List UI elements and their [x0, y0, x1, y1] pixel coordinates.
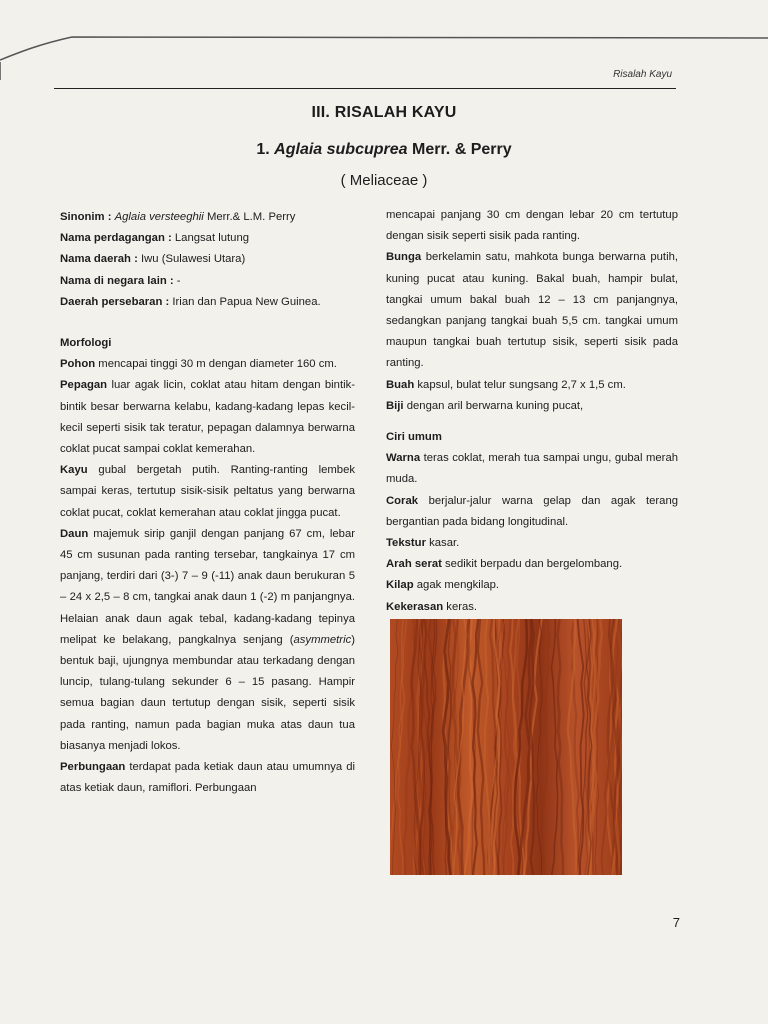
species-title [0, 141, 768, 159]
sinonim-line [60, 207, 355, 228]
species-number: 1. [256, 141, 270, 158]
daun-text-part1: majemuk sirip ganjil dengan panjang 67 cm, lebar 45 cm susunan pada ranting tersebar, tangkainya 17 cm panjang, terdiri dari (3-) 7 – 9 (-11) anak daun berukuran 5 – 24 x 2,5 – 8 cm, tangkai anak daun 1 (-2) m panjangnya. Helaian anak daun agak tebal, kadang-kadang tepinya melipat ke belakang, pangkalnya senjang ( [60, 527, 355, 646]
kayu-text: gubal bergetah putih. Ranting-ranting lembek sampai keras, tertutup sisik-sisik peltatus yang berwarna coklat pucat, coklat kemerahan atau coklat jingga pucat. [60, 464, 356, 519]
tekstur-label: Tekstur [386, 537, 426, 550]
bunga-paragraph [386, 247, 678, 374]
warna-text: teras coklat, merah tua sampai ungu, gubal merah muda. [386, 452, 679, 486]
ciri-umum-heading: Ciri umum [386, 431, 442, 444]
kilap-text: agak mengkilap. [416, 579, 500, 592]
kayu-label: Kayu [60, 464, 88, 477]
species-name: Aglaia subcuprea [274, 141, 408, 158]
pepagan-text: luar agak licin, coklat atau hitam dengan bintik-bintik besar berwarna kelabu, kadang-kadang lepas kecil-kecil seperti sisik tak teratur, pepagan dalamnya berwarna coklat pucat sampai coklat kemerahan. [60, 379, 356, 456]
bunga-label: Bunga [386, 251, 422, 264]
pepagan-label: Pepagan [60, 379, 108, 392]
warna-label: Warna [386, 452, 421, 465]
daerah-persebaran-value: Irian dan Papua New Guinea. [172, 295, 321, 308]
daun-italic-term: asymmetric [293, 633, 352, 646]
kekerasan-label: Kekerasan [386, 600, 444, 613]
kekerasan-paragraph [386, 597, 678, 618]
morfologi-heading: Morfologi [60, 337, 112, 350]
nama-lain-label: Nama di negara lain : [60, 274, 174, 287]
arah-serat-text: sedikit berpadu dan bergelombang. [445, 558, 623, 571]
kekerasan-text: keras. [446, 600, 478, 613]
nama-perdagangan-value: Langsat lutung [174, 232, 250, 245]
biji-text: dengan aril berwarna kuning pucat, [406, 399, 584, 412]
arah-serat-label: Arah serat [386, 558, 442, 571]
pohon-label: Pohon [60, 358, 96, 371]
daun-text-part2: ) bentuk baji, ujungnya membundar atau terkadang dengan luncip, tulang-tulang sekunder 6 – 15 pasang. Hampir semua bagian daun tertutup dengan sisik, seperti sisik pada ranting, namun pada bagian muka atas daun tua biasanya menjadi lokos. [60, 633, 355, 752]
wood-sample-image [390, 619, 622, 875]
species-family: ( Meliaceae ) [340, 172, 428, 189]
nama-daerah-value: Iwu (Sulawesi Utara) [141, 253, 246, 266]
right-column [386, 205, 678, 618]
daun-paragraph [60, 524, 355, 757]
perbungaan-continuation: mencapai panjang 30 cm dengan lebar 20 cm tertutup dengan sisik seperti sisik pada ranting. [386, 209, 678, 243]
species-author: Merr. & Perry [412, 141, 512, 158]
sinonim-label: Sinonim : [60, 211, 112, 223]
nama-perdagangan-label: Nama perdagangan : [60, 232, 172, 245]
kilap-paragraph [386, 575, 678, 596]
nama-lain-value: - [176, 274, 181, 287]
kilap-label: Kilap [386, 579, 414, 592]
daerah-persebaran-label: Daerah persebaran : [60, 295, 170, 308]
running-head: Risalah Kayu [613, 69, 672, 80]
bunga-text: berkelamin satu, mahkota bunga berwarna putih, kuning pucat atau kuning. Bakal buah, hampir bulat, tangkai umum bakal buah 12 – 13 cm panjangnya, sedangkan panjang tangkai buah 5,5 cm. tangkai umum maupun tangkai buah tertutup sisik, seperti sisik pada ranting. [386, 251, 678, 370]
buah-paragraph [386, 375, 678, 396]
perbungaan-text: terdapat pada ketiak daun atau umumnya di atas ketiak daun, ramiflori. Perbungaan [60, 761, 355, 795]
daerah-persebaran-line [60, 292, 355, 313]
left-column [60, 207, 355, 799]
corak-label: Corak [386, 494, 419, 507]
tekstur-paragraph [386, 533, 678, 554]
biji-label: Biji [386, 399, 404, 412]
pohon-text: mencapai tinggi 30 m dengan diameter 160 cm. [98, 358, 337, 371]
sinonim-name: Aglaia versteeghii [114, 211, 204, 223]
corak-text: berjalur-jalur warna gelap dan agak terang bergantian pada bidang longitudinal. [386, 494, 679, 528]
biji-paragraph [386, 396, 678, 417]
daun-label: Daun [60, 527, 89, 540]
nama-lain-line [60, 271, 355, 292]
page-edge-shadow [0, 0, 768, 80]
kayu-paragraph [60, 460, 355, 524]
pepagan-paragraph [60, 375, 355, 460]
pohon-paragraph [60, 354, 355, 375]
page-number: 7 [672, 915, 680, 930]
corak-paragraph [386, 491, 678, 533]
nama-perdagangan-line [60, 228, 355, 249]
nama-daerah-label: Nama daerah : [60, 253, 138, 266]
nama-daerah-line [60, 249, 355, 270]
perbungaan-paragraph [60, 757, 355, 799]
perbungaan-label: Perbungaan [60, 761, 126, 774]
buah-label: Buah [386, 378, 415, 391]
arah-serat-paragraph [386, 554, 678, 575]
chapter-title: III. RISALAH KAYU [311, 104, 457, 121]
header-rule [54, 88, 676, 89]
buah-text: kapsul, bulat telur sungsang 2,7 x 1,5 cm. [417, 378, 626, 391]
tekstur-text: kasar. [429, 537, 460, 550]
sinonim-author: Merr.& L.M. Perry [206, 211, 296, 223]
warna-paragraph [386, 448, 678, 490]
